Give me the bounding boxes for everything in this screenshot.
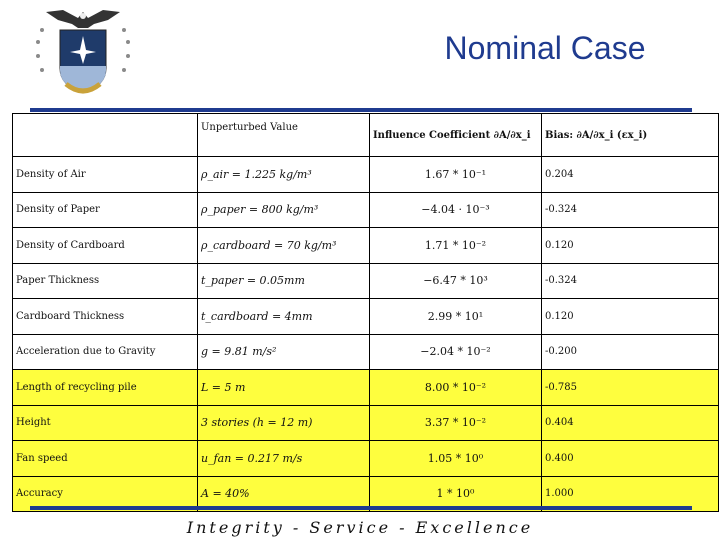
sensitivity-table xyxy=(12,113,719,512)
table-row-highlighted xyxy=(13,441,719,477)
row-name: Paper Thickness xyxy=(13,263,198,299)
header-bias: Bias: ∂A/∂x_i (εx_i) xyxy=(542,114,719,157)
table-row xyxy=(13,334,719,370)
row-bias: -0.200 xyxy=(542,334,719,370)
header-blank xyxy=(13,114,198,157)
row-bias: 0.120 xyxy=(542,299,719,335)
footer-motto: Integrity - Service - Excellence xyxy=(186,518,534,537)
row-value: g = 9.81 m/s² xyxy=(198,334,370,370)
row-name: Accuracy xyxy=(13,476,198,512)
row-value: ρ_cardboard = 70 kg/m³ xyxy=(198,228,370,264)
row-name: Density of Paper xyxy=(13,192,198,228)
row-bias: 0.400 xyxy=(542,441,719,477)
table-row xyxy=(13,192,719,228)
usafa-emblem-logo xyxy=(28,6,138,98)
row-bias: -0.324 xyxy=(542,192,719,228)
row-name: Density of Cardboard xyxy=(13,228,198,264)
row-coefficient: 1 * 10⁰ xyxy=(370,476,542,512)
row-value: A = 40% xyxy=(198,476,370,512)
row-bias: 0.120 xyxy=(542,228,719,264)
row-bias: -0.785 xyxy=(542,370,719,406)
row-bias: -0.324 xyxy=(542,263,719,299)
row-name: Length of recycling pile xyxy=(13,370,198,406)
table-row xyxy=(13,299,719,335)
row-coefficient: −2.04 * 10⁻² xyxy=(370,334,542,370)
header-unperturbed-value: Unperturbed Value xyxy=(198,114,370,157)
row-value: ρ_air = 1.225 kg/m³ xyxy=(198,157,370,193)
row-value: 3 stories (h = 12 m) xyxy=(198,405,370,441)
eagle-icon xyxy=(46,10,120,28)
table-row-highlighted xyxy=(13,405,719,441)
row-name: Acceleration due to Gravity xyxy=(13,334,198,370)
row-coefficient: 1.05 * 10⁰ xyxy=(370,441,542,477)
header-influence-coefficient: Influence Coefficient ∂A/∂x_i xyxy=(370,114,542,157)
row-coefficient: 2.99 * 10¹ xyxy=(370,299,542,335)
row-bias: 0.404 xyxy=(542,405,719,441)
row-coefficient: −4.04 · 10⁻³ xyxy=(370,192,542,228)
row-value: t_paper = 0.05mm xyxy=(198,263,370,299)
table-header-row xyxy=(13,114,719,157)
row-coefficient: 8.00 * 10⁻² xyxy=(370,370,542,406)
row-bias: 1.000 xyxy=(542,476,719,512)
row-coefficient: 1.71 * 10⁻² xyxy=(370,228,542,264)
page-title: Nominal Case xyxy=(444,30,646,66)
row-value: t_cardboard = 4mm xyxy=(198,299,370,335)
row-name: Height xyxy=(13,405,198,441)
row-coefficient: 3.37 * 10⁻² xyxy=(370,405,542,441)
table-row xyxy=(13,263,719,299)
table-row xyxy=(13,157,719,193)
row-value: L = 5 m xyxy=(198,370,370,406)
bottom-rule xyxy=(30,506,692,510)
row-name: Fan speed xyxy=(13,441,198,477)
row-bias: 0.204 xyxy=(542,157,719,193)
row-name: Density of Air xyxy=(13,157,198,193)
row-value: u_fan = 0.217 m/s xyxy=(198,441,370,477)
row-value: ρ_paper = 800 kg/m³ xyxy=(198,192,370,228)
row-coefficient: −6.47 * 10³ xyxy=(370,263,542,299)
top-rule xyxy=(30,108,692,112)
row-coefficient: 1.67 * 10⁻¹ xyxy=(370,157,542,193)
table-row-highlighted xyxy=(13,370,719,406)
table-row xyxy=(13,228,719,264)
row-name: Cardboard Thickness xyxy=(13,299,198,335)
